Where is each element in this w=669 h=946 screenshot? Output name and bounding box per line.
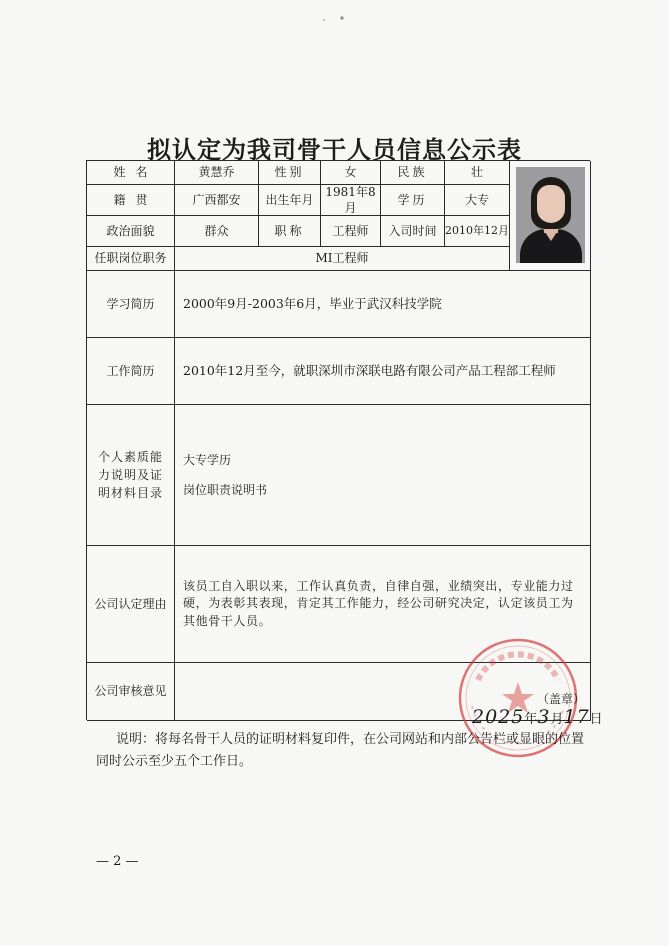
scan-marks [320,14,350,26]
value-job-title: 工程师 [321,216,381,247]
sign-month: 3 [537,706,551,728]
label-position: 任职岗位职务 [87,247,175,271]
footnote: 说明：将每名骨干人员的证明材料复印件，在公司网站和内部公告栏或显眼的位置同时公示至少五个工作日。 [96,732,585,769]
value-birth: 1981年8月 [321,185,381,216]
label-ethnicity: 民族 [381,161,445,185]
sign-year-unit: 年 [524,712,538,727]
label-gender: 性别 [259,161,321,185]
ability-item: 岗位职责说明书 [183,483,268,497]
label-ability: 个人素质能力说明及证明材料目录 [87,405,175,546]
value-ability [175,405,591,546]
value-join-date: 2010年12月 [445,216,510,247]
label-work: 工作简历 [87,338,175,405]
label-native-place: 籍贯 [87,185,175,216]
sign-day: 17 [563,706,590,728]
value-reason: 该员工自入职以来，工作认真负责，自律自强，业绩突出，专业能力过硬，为表彰其表现，肯定其工作能力，经公司研究决定，认定该员工为其他骨干人员。 [175,546,591,663]
label-study: 学习简历 [87,271,175,338]
value-native-place: 广西都安 [175,185,259,216]
sign-date [472,706,603,728]
label-birth: 出生年月 [259,185,321,216]
value-work: 2010年12月至今，就职深圳市深联电路有限公司产品工程部工程师 [175,338,591,405]
value-position: MI工程师 [175,247,510,271]
value-name: 黄慧乔 [175,161,259,185]
value-political: 群众 [175,216,259,247]
sign-day-unit: 日 [589,712,603,727]
label-review: 公司审核意见 [87,663,175,721]
label-join-date: 入司时间 [381,216,445,247]
value-education: 大专 [445,185,510,216]
stamp-label: （盖章） [537,692,586,706]
value-study: 2000年9月-2003年6月，毕业于武汉科技学院 [175,271,591,338]
employee-photo [516,167,585,263]
label-education: 学历 [381,185,445,216]
label-political: 政治面貌 [87,216,175,247]
page-number: — 2 — [96,854,139,869]
sign-year: 2025 [472,706,525,728]
label-reason: 公司认定理由 [87,546,175,663]
form-title: 拟认定为我司骨干人员信息公示表 [147,136,522,164]
label-name: 姓名 [87,161,175,185]
sign-month-unit: 月 [550,712,564,727]
value-gender: 女 [321,161,381,185]
label-job-title: 职称 [259,216,321,247]
value-ethnicity: 壮 [445,161,510,185]
ability-item: 大专学历 [183,452,232,467]
